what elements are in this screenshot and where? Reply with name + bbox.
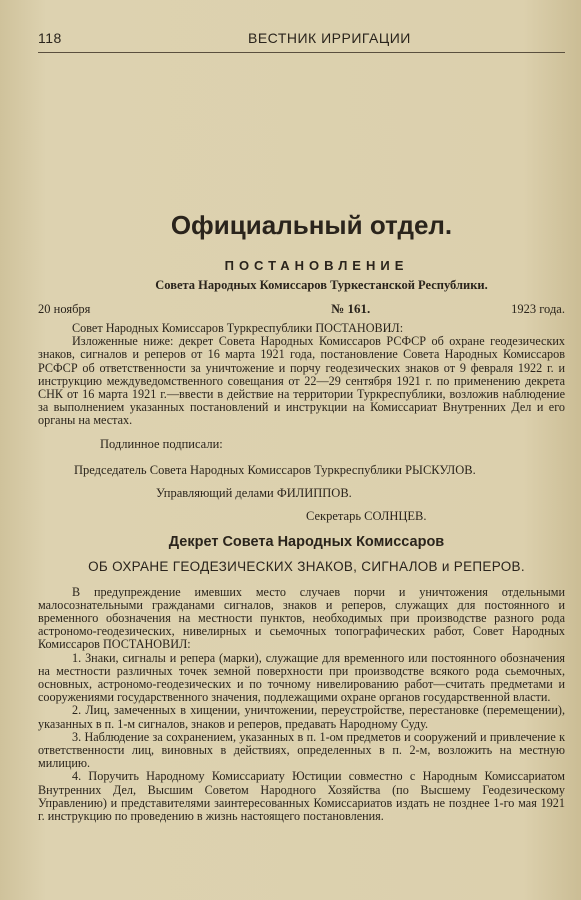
section-title: Официальный отдел. <box>170 210 453 240</box>
journal-title: ВЕСТНИК ИРРИГАЦИИ <box>248 30 411 46</box>
resolution-paragraph: Изложенные ниже: декрет Совета Народных Комиссаров РСФСР об охране геодезических знаков, сигналов и реперов от 16 марта 1921 года, постановление Совета Народных Комиссаров РСФСР об ответственности за уничтожение и порчу геодезических знаков от 9 февраля 1922 г. и инструкцию междуведомственного совещания от 22—29 сентября 1921 г. по применению декрета СНК от 16 марта 1921 г.—ввести в действие на территории Туркреспублики, возложив наблюдение за выполнением указанных постановлений и инструкции на Комиссариат Внутренних Дел и его органы на местах. <box>38 334 565 428</box>
decree-paragraph: 4. Поручить Народному Комиссариату Юстиции совместно с Народным Комиссариатом Внутренних Дел, Высшим Советом Народного Хозяйства (по Высшему Геодезическому Управлению) и представителями заинтересованных Комиссариатов издать не позднее 1-го мая 1921 г. инструкцию по проведению в жизнь настоящего постановления. <box>38 769 565 824</box>
header-rule <box>38 52 565 53</box>
page-number: 118 <box>38 30 62 46</box>
decree-paragraph: В предупреждение имевших место случаев порчи и уничтожения отдельными малосознательными гражданами сигналов, знаков и реперов, служащих для постоянного и временного обозначения на местности пунктов, необходимых при производстве разного рода астрономо-геодезических, нивелирных и сьемочных топографических работ, Совет Народных Комиссаров ПОСТАНОВИЛ: <box>38 584 565 652</box>
decree-heading: Декрет Совета Народных Комиссаров <box>168 533 445 550</box>
signature-manager: Управляющий делами ФИЛИППОВ. <box>156 485 352 500</box>
decree-subheading: ОБ ОХРАНЕ ГЕОДЕЗИЧЕСКИХ ЗНАКОВ, СИГНАЛОВ и РЕПЕРОВ. <box>88 558 525 574</box>
resolution-dateline <box>38 301 565 317</box>
decree-paragraph: 1. Знаки, сигналы и репера (марки), служащие для временного или постоянного обозначения на местности различных точек земной поверхности при производстве всякого рода сьемочных, основных, астрономо-геодезических и по точному нивелированию работ—считать предметами и сооружениями государственного значения, подлежащими охране органов государственной власти. <box>38 650 565 705</box>
resolution-issuer: Совета Народных Комиссаров Туркестанской Республики. <box>155 278 488 292</box>
page-header <box>38 30 565 46</box>
decree-paragraph: 2. Лиц, замеченных в хищении, уничтожении, переустройстве, перестановке (перемещении), указанных в п. 1-м сигналов, знаков и реперов, предавать Народному Суду. <box>38 703 565 731</box>
decree-body <box>38 586 565 824</box>
decree-paragraph: 3. Наблюдение за сохранением, указанных в п. 1-ом предметов и сооружений и привлечение к ответственности лиц, виновных в действиях, определенных в п. 2-м, возложить на местную милицию. <box>38 729 565 771</box>
signed-intro: Подлинное подписали: <box>100 436 223 451</box>
resolution-paragraph: Совет Народных Комиссаров Туркреспублики ПОСТАНОВИЛ: <box>72 321 404 335</box>
signature-secretary: Секретарь СОЛНЦЕВ. <box>306 508 427 523</box>
resolution-date-right: 1923 года. <box>511 302 565 316</box>
resolution-date-left: 20 ноября <box>38 302 91 316</box>
resolution-heading: ПОСТАНОВЛЕНИЕ <box>224 258 409 273</box>
resolution-number: № 161. <box>331 301 371 316</box>
signature-chairman: Председатель Совета Народных Комиссаров Туркреспублики РЫСКУЛОВ. <box>74 462 476 477</box>
